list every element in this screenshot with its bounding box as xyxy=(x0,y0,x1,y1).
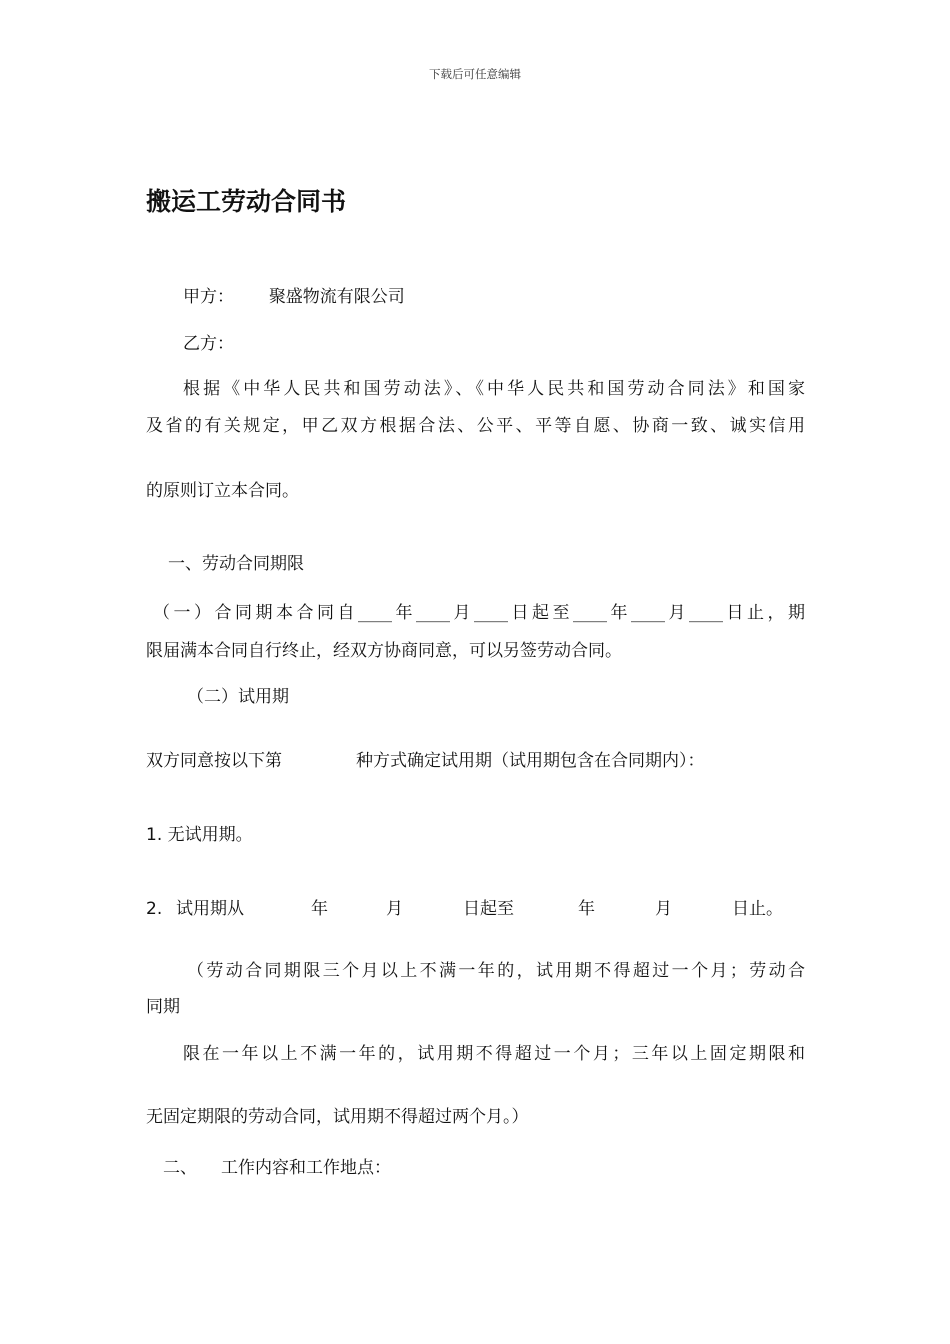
note-line-1: （劳动合同期限三个月以上不满一年的，试用期不得超过一个月；劳动合 xyxy=(187,961,805,981)
option-1-text: 无试用期。 xyxy=(167,825,253,845)
note-line-3: 限在一年以上不满一年的，试用期不得超过一个月；三年以上固定期限和 xyxy=(183,1044,805,1064)
document-title: 搬运工劳动合同书 xyxy=(146,187,347,216)
term-line-2: 限届满本合同自行终止，经双方协商同意，可以另签劳动合同。 xyxy=(146,641,622,661)
preamble-line-2: 及省的有关规定，甲乙双方根据合法、公平、平等自愿、协商一致、诚实信用 xyxy=(146,416,805,436)
probation-intro-a: 双方同意按以下第 xyxy=(146,751,282,771)
page-header-note: 下载后可任意编辑 xyxy=(429,67,521,81)
option-1-number: 1. xyxy=(146,825,163,845)
probation-intro-b: 种方式确定试用期（试用期包含在合同期内）： xyxy=(356,751,705,771)
party-a-name: 聚盛物流有限公司 xyxy=(268,287,405,307)
option-2-part-7: 日止。 xyxy=(732,899,783,919)
preamble-line-1: 根据《中华人民共和国劳动法》、《中华人民共和国劳动合同法》和国家 xyxy=(183,379,805,399)
party-a-label: 甲方： xyxy=(183,287,234,307)
option-2-part-2: 年 xyxy=(311,899,328,919)
party-a-line xyxy=(183,286,405,308)
probation-heading: （二）试用期 xyxy=(187,687,289,707)
section-2-heading: 工作内容和工作地点： xyxy=(221,1158,391,1178)
option-2-num: 2. xyxy=(146,899,163,919)
option-2-part-6: 月 xyxy=(655,899,672,919)
note-line-4: 无固定期限的劳动合同，试用期不得超过两个月。） xyxy=(146,1107,529,1127)
section-2-number: 二、 xyxy=(163,1158,197,1178)
section-1-heading: 一、劳动合同期限 xyxy=(168,554,304,574)
option-2-part-3: 月 xyxy=(386,899,403,919)
preamble-line-3: 的原则订立本合同。 xyxy=(146,481,299,501)
option-2-part-4: 日起至 xyxy=(463,899,514,919)
option-1 xyxy=(146,824,253,846)
term-line-1: （一）合同期本合同自____年____月____日起至____年____月____日止，期 xyxy=(153,603,805,623)
option-2-part-5: 年 xyxy=(578,899,595,919)
option-2-number xyxy=(146,898,162,920)
note-line-2: 同期 xyxy=(146,997,180,1017)
option-2-part-1: 试用期从 xyxy=(176,899,244,919)
party-b-label: 乙方： xyxy=(183,334,234,354)
